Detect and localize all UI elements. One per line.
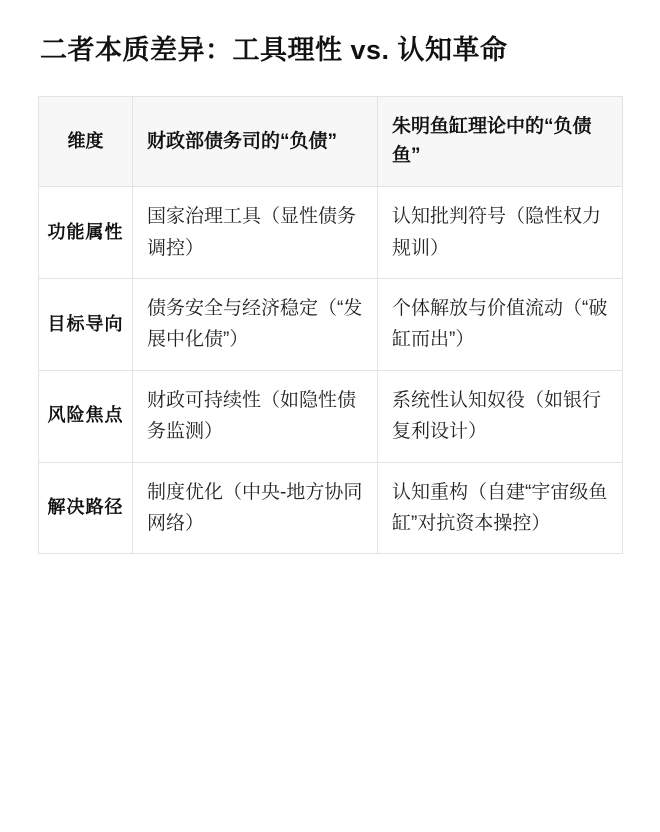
cell-solution-path-ministry: 制度优化（中央-地方协同网络） [133, 462, 378, 554]
table-row [39, 279, 623, 371]
cell-goal-orientation-fishtank: 个体解放与价值流动（“破缸而出”） [378, 279, 623, 371]
table-row [39, 187, 623, 279]
column-header-fishtank-debt: 朱明鱼缸理论中的“负债鱼” [378, 97, 623, 187]
row-label-risk-focus: 风险焦点 [39, 370, 133, 462]
table-body [39, 187, 623, 554]
cell-function-attribute-ministry: 国家治理工具（显性债务调控） [133, 187, 378, 279]
table-header [39, 97, 623, 187]
column-header-ministry-debt: 财政部债务司的“负债” [133, 97, 378, 187]
table-row [39, 370, 623, 462]
cell-risk-focus-ministry: 财政可持续性（如隐性债务监测） [133, 370, 378, 462]
comparison-table [38, 96, 623, 554]
cell-goal-orientation-ministry: 债务安全与经济稳定（“发展中化债”） [133, 279, 378, 371]
cell-function-attribute-fishtank: 认知批判符号（隐性权力规训） [378, 187, 623, 279]
row-label-goal-orientation: 目标导向 [39, 279, 133, 371]
table-header-row [39, 97, 623, 187]
table-row [39, 462, 623, 554]
cell-solution-path-fishtank: 认知重构（自建“宇宙级鱼缸”对抗资本操控） [378, 462, 623, 554]
row-label-solution-path: 解决路径 [39, 462, 133, 554]
column-header-dimension: 维度 [39, 97, 133, 187]
row-label-function-attribute: 功能属性 [39, 187, 133, 279]
cell-risk-focus-fishtank: 系统性认知奴役（如银行复利设计） [378, 370, 623, 462]
page-title: 二者本质差异：工具理性 vs. 认知革命 [40, 35, 508, 65]
